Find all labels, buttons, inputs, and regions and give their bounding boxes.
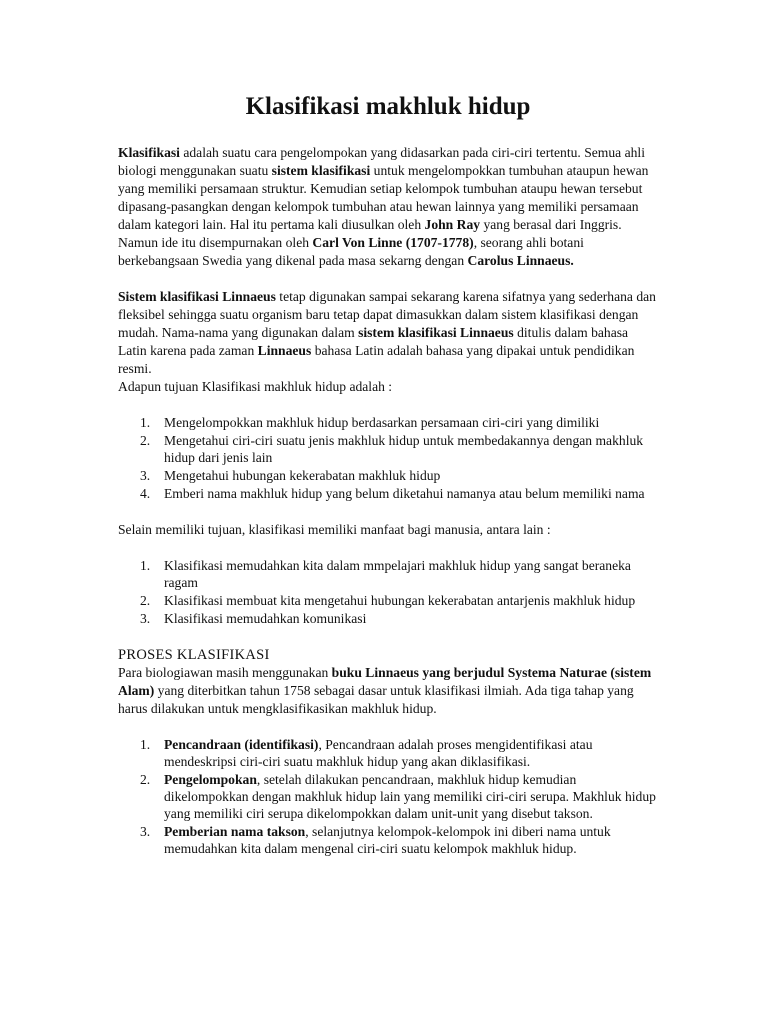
list-text: , Pencandraan adalah proses mengidentifikasi atau mendeskripsi ciri-ciri suatu makhluk hidup yang akan diklasifikasi. bbox=[164, 737, 593, 769]
list-text: Emberi nama makhluk hidup yang belum diketahui namanya atau belum memiliki nama bbox=[164, 486, 645, 501]
proses-list bbox=[118, 736, 658, 857]
text-run: tetap digunakan sampai sekarang karena sifatnya yang sederhana dan fleksibel sehingga suatu organism baru tetap dapat dimasukkan dalam sistem klasifikasi dengan mudah. Nama-nama yang digunakan dalam bbox=[118, 289, 656, 340]
list-item bbox=[118, 557, 658, 591]
list-text: , selanjutnya kelompok-kelompok ini diberi nama untuk memudahkan kita dalam mengenal ciri-ciri suatu kelompok makhluk hidup. bbox=[164, 824, 611, 856]
tujuan-list bbox=[118, 414, 658, 502]
list-text: Mengelompokkan makhluk hidup berdasarkan persamaan ciri-ciri yang dimiliki bbox=[164, 415, 600, 430]
manfaat-intro: Selain memiliki tujuan, klasifikasi memiliki manfaat bagi manusia, antara lain : bbox=[118, 522, 551, 537]
list-number: 3. bbox=[140, 611, 151, 626]
list-text: Mengetahui hubungan kekerabatan makhluk hidup bbox=[164, 468, 441, 483]
text-run: untuk mengelompokkan tumbuhan ataupun hewan yang memiliki persamaan struktur. Kemudian setiap kelompok tumbuhan ataupu hewan tersebut dipasang-pasangkan dengan kelompok tumbuhan atau hewan lainnya yang memiliki persamaan dalam kategori lain. Hal itu pertama kali diusulkan oleh bbox=[118, 163, 649, 232]
text-run: yang diterbitkan tahun 1758 sebagai dasar untuk klasifikasi ilmiah. Ada tiga tahap yang harus dilakukan untuk mengklasifikasikan makhluk hidup. bbox=[118, 683, 634, 716]
linnaeus-paragraph bbox=[118, 288, 658, 378]
list-item bbox=[118, 610, 658, 627]
tujuan-intro: Adapun tujuan Klasifikasi makhluk hidup adalah : bbox=[118, 379, 393, 394]
text-run: yang berasal dari Inggris. Namun ide itu disempurnakan oleh bbox=[118, 217, 622, 250]
bold-term: Sistem klasifikasi Linnaeus bbox=[118, 289, 276, 304]
bold-term: Carolus Linnaeus. bbox=[467, 253, 574, 268]
section-heading: PROSES KLASIFIKASI bbox=[118, 647, 270, 663]
list-item bbox=[118, 823, 658, 857]
list-number: 1. bbox=[140, 558, 151, 573]
list-text: Mengetahui ciri-ciri suatu jenis makhluk hidup untuk membedakannya dengan makhluk hidup dari jenis lain bbox=[164, 433, 644, 465]
spacer bbox=[118, 270, 658, 288]
list-text: Klasifikasi memudahkan komunikasi bbox=[164, 611, 367, 626]
list-number: 3. bbox=[140, 468, 151, 483]
list-number: 2. bbox=[140, 593, 151, 608]
list-item bbox=[118, 414, 658, 431]
list-number: 2. bbox=[140, 772, 151, 787]
text-run: adalah suatu cara pengelompokan yang didasarkan pada ciri-ciri tertentu. Semua ahli biologi menggunakan suatu bbox=[118, 145, 645, 178]
list-item bbox=[118, 736, 658, 770]
manfaat-list bbox=[118, 557, 658, 627]
list-number: 3. bbox=[140, 824, 151, 839]
bold-term: Pencandraan (identifikasi) bbox=[164, 737, 319, 752]
list-item bbox=[118, 592, 658, 609]
list-item bbox=[118, 485, 658, 502]
list-text: , setelah dilakukan pencandraan, makhluk hidup kemudian dikelompokkan dengan makhluk hidup lain yang memiliki ciri-ciri serupa. Makhluk hidup yang memiliki ciri serupa dikelompokkan dalam unit-unit yang disebut takson. bbox=[164, 772, 656, 821]
bold-term: Klasifikasi bbox=[118, 145, 180, 160]
spacer bbox=[118, 539, 658, 557]
bold-term: Linnaeus bbox=[257, 343, 312, 358]
list-item bbox=[118, 467, 658, 484]
list-text: Klasifikasi memudahkan kita dalam mmpelajari makhluk hidup yang sangat beraneka ragam bbox=[164, 558, 631, 590]
text-run: Para biologiawan masih menggunakan bbox=[118, 665, 332, 680]
bold-term: John Ray bbox=[424, 217, 481, 232]
list-number: 2. bbox=[140, 433, 151, 448]
bold-term: Pemberian nama takson bbox=[164, 824, 306, 839]
bold-term: buku Linnaeus yang berjudul Systema Naturae (sistem Alam) bbox=[118, 665, 652, 698]
list-number: 1. bbox=[140, 737, 151, 752]
spacer bbox=[118, 503, 658, 521]
list-item bbox=[118, 432, 658, 466]
list-item bbox=[118, 771, 658, 822]
list-number: 1. bbox=[140, 415, 151, 430]
bold-term: sistem klasifikasi Linnaeus bbox=[358, 325, 514, 340]
spacer bbox=[118, 628, 658, 646]
list-number: 4. bbox=[140, 486, 151, 501]
text-run: bahasa Latin adalah bahasa yang dipakai untuk pendidikan resmi. bbox=[118, 343, 635, 376]
proses-paragraph bbox=[118, 664, 658, 718]
text-run: ditulis dalam bahasa Latin karena pada zaman bbox=[118, 325, 629, 358]
bold-term: sistem klasifikasi bbox=[271, 163, 371, 178]
spacer bbox=[118, 718, 658, 736]
spacer bbox=[118, 396, 658, 414]
list-text: Klasifikasi membuat kita mengetahui hubungan kekerabatan antarjenis makhluk hidup bbox=[164, 593, 636, 608]
bold-term: Carl Von Linne (1707-1778) bbox=[312, 235, 474, 250]
text-run: , seorang ahli botani berkebangsaan Swedia yang dikenal pada masa sekarng dengan bbox=[118, 235, 584, 268]
bold-term: Pengelompokan bbox=[164, 772, 257, 787]
page-title: Klasifikasi makhluk hidup bbox=[245, 93, 531, 120]
intro-paragraph bbox=[118, 144, 658, 270]
